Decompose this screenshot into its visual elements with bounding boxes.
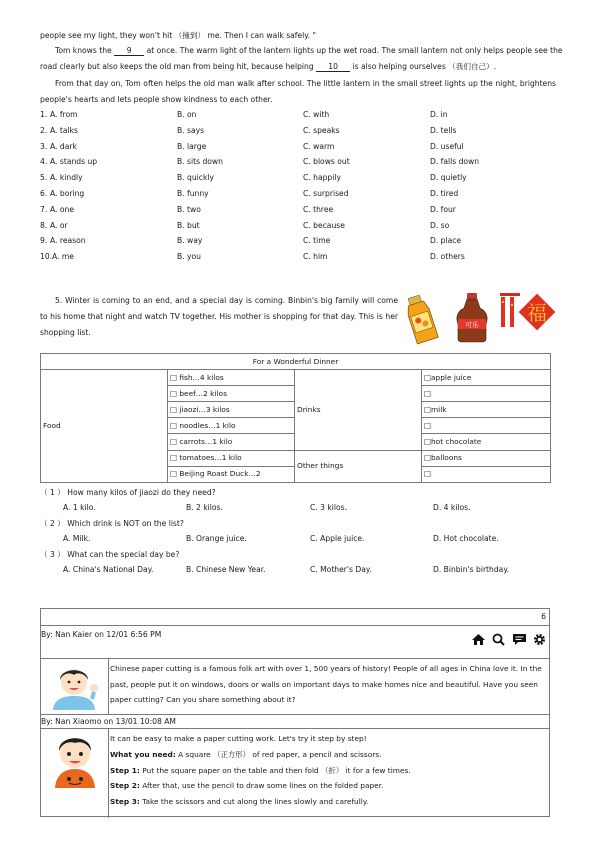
food-item: □ tomatoes…1 kilo [168,450,295,466]
table-title: For a Wonderful Dinner [41,354,551,370]
post-2-text [110,731,545,810]
step-1-line: Step 1: Put the square paper on the table and then fold （折） it for a few times. [110,765,411,775]
option-a: A. me [52,252,74,262]
food-label: Food [41,370,168,483]
option-number: 6. [40,189,48,198]
answer-option-b: B. 2 kilos. [186,503,223,512]
option-d: D. useful [430,141,464,151]
drink-item: □milk [422,402,551,418]
option-a: A. one [50,204,75,214]
option-number: 4. [40,157,48,167]
drink-item: □ [422,418,551,434]
answer-option-b: B. Chinese New Year. [186,565,266,574]
answer-option-d: D. 4 kilos. [433,503,471,512]
avatar-nan-kaier [45,661,103,711]
avatar-nan-xiaomo [47,731,103,789]
option-b: B. says [177,125,205,135]
option-a: A. talks [50,125,78,135]
option-number: 3. [40,141,48,151]
option-d: D. in [430,110,448,119]
option-c: C. blows out [303,157,350,167]
option-row [40,173,560,184]
option-d: D. place [430,236,462,246]
option-d: D. four [430,204,456,214]
option-b: B. sits down [177,157,223,167]
option-c: C. three [303,204,334,214]
answer-option-a: A. 1 kilo. [63,503,96,512]
option-c: C. warm [303,141,335,151]
option-c: C. speaks [303,125,340,135]
option-a: A. from [50,110,78,119]
need-line: What you need: A square （正方形） of red paper, a pencil and scissors. [110,749,382,759]
answer-option-a: A. Milk. [63,534,91,543]
option-number: 2. [40,125,48,135]
cola-bottle-icon [453,291,491,343]
option-row [40,252,560,263]
gear-icon[interactable] [533,633,546,646]
option-c: C. with [303,110,330,119]
option-b: B. you [177,252,201,262]
home-icon[interactable] [471,633,486,646]
option-row [40,126,560,137]
option-b: B. large [177,141,207,151]
question-text: （ 2 ） Which drink is NOT on the list? [40,519,184,528]
blank-9: 9 [114,46,144,56]
food-item: □ beef…2 kilos [168,386,295,402]
option-d: D. so [430,220,450,230]
option-a: A. dark [50,141,77,151]
drink-item: □hot chocolate [422,434,551,450]
option-row [40,157,560,168]
shopping-list-table [40,353,551,483]
answer-option-b: B. Orange juice. [186,534,247,543]
answer-option-c: C. Mother's Day. [310,565,372,574]
blank-10: 10 [316,62,350,72]
option-row [40,189,560,200]
option-number: 8. [40,220,48,230]
story-line-2: Tom knows the 9 at once. The warm light of the lantern lights up the wet road. The small lantern not only helps people see the [55,46,563,55]
cola-label: 可乐 [465,321,479,329]
juice-bottle-icon [406,291,441,346]
section-5-intro: 5. Winter is coming to an end, and a special day is coming. Binbin's big family will come to his home that night and watch TV together. His mother is shopping for that day. This is her shopping list. [40,296,398,337]
option-a: A. boring [50,189,85,198]
option-d: D. quietly [430,173,467,183]
option-b: B. on [177,110,197,119]
answer-option-d: D. Binbin's birthday. [433,565,510,574]
option-c: C. surprised [303,189,349,198]
option-b: B. two [177,204,201,214]
step-3-line: Step 3: Take the scissors and cut along the lines slowly and carefully. [110,797,369,807]
story-paragraph: From that day on, Tom often helps the old man walk after school. The little lantern in the small street lights up the night, brightens people's hearts and lets people show kindness to each other. [40,79,556,104]
answer-option-d: D. Hot chocolate. [433,534,499,543]
post-2-meta: By: Nan Xiaomo on 13/01 10:08 AM [41,717,176,726]
story-line-1: people see my light, they won't hit （撞到） me. Then I can walk safely. " [40,31,316,40]
food-item: □ noodles…1 kilo [168,418,295,434]
food-item: □ carrots…1 kilo [168,434,295,450]
option-c: C. him [303,252,328,262]
story-line-3: road clearly but also keeps the old man from being hit, because helping 10 is also helping ourselves （我们自己）. [40,62,497,71]
option-d: D. tired [430,189,459,198]
step-2-line: Step 2: After that, use the pencil to draw some lines on the folded paper. [110,781,384,791]
option-number: 9. [40,236,48,246]
option-d: D. tells [430,125,457,135]
option-a: A. or [50,220,68,230]
forum-number: 6 [541,612,546,621]
option-b: B. funny [177,189,209,198]
answer-option-a: A. China's National Day. [63,565,154,574]
option-row [40,110,560,121]
food-item: □ jiaozi…3 kilos [168,402,295,418]
option-b: B. way [177,236,203,246]
forum-toolbar [467,633,546,648]
option-number: 1. [40,110,48,119]
option-c: C. happily [303,173,341,183]
other-things-label: Other things [295,450,422,482]
option-a: A. stands up [50,157,98,167]
option-d: D. falls down [430,157,480,167]
option-number: 5. [40,173,48,183]
post-1-text: Chinese paper cutting is a famous folk art with over 1, 500 years of history! People of all ages in China love it. In the past, people put it on windows, doors or walls on important days to make homes nice and beautiful. Have you seen paper cutting? Can you share something about it? [110,664,542,704]
option-number: 7. [40,204,48,214]
option-row [40,142,560,153]
option-c: C. time [303,236,331,246]
other-item: □balloons [422,450,551,466]
option-b: B. but [177,220,200,230]
food-item: □ fish…4 kilos [168,370,295,386]
option-number: 10. [40,252,53,262]
question-text: （ 3 ） What can the special day be? [40,550,180,559]
post-2-intro: It can be easy to make a paper cutting work. Let's try it step by step! [110,734,367,743]
fu-character: 福 [527,301,547,325]
answer-option-c: C. 3 kilos. [310,503,348,512]
option-c: C. because [303,220,345,230]
other-item: □ [422,466,551,482]
option-d: D. others [430,252,465,262]
drink-item: □apple juice [422,370,551,386]
question-text: （ 1 ） How many kilos of jiaozi do they need? [40,488,216,497]
drinks-label: Drinks [295,370,422,450]
option-b: B. quickly [177,173,214,183]
drink-item: □ [422,386,551,402]
search-icon[interactable] [492,633,505,646]
comment-icon[interactable] [512,633,527,646]
option-row [40,221,560,232]
option-a: A. reason [50,236,86,246]
option-a: A. kindly [50,173,83,183]
option-row [40,205,560,216]
post-1-meta: By: Nan Kaier on 12/01 6:56 PM [41,630,162,639]
answer-option-c: C. Apple juice. [310,534,365,543]
option-row [40,236,560,247]
food-item: □ Beijing Roast Duck…2 [168,466,295,482]
spring-couplet-icon [498,293,556,333]
forum-box [40,608,550,817]
